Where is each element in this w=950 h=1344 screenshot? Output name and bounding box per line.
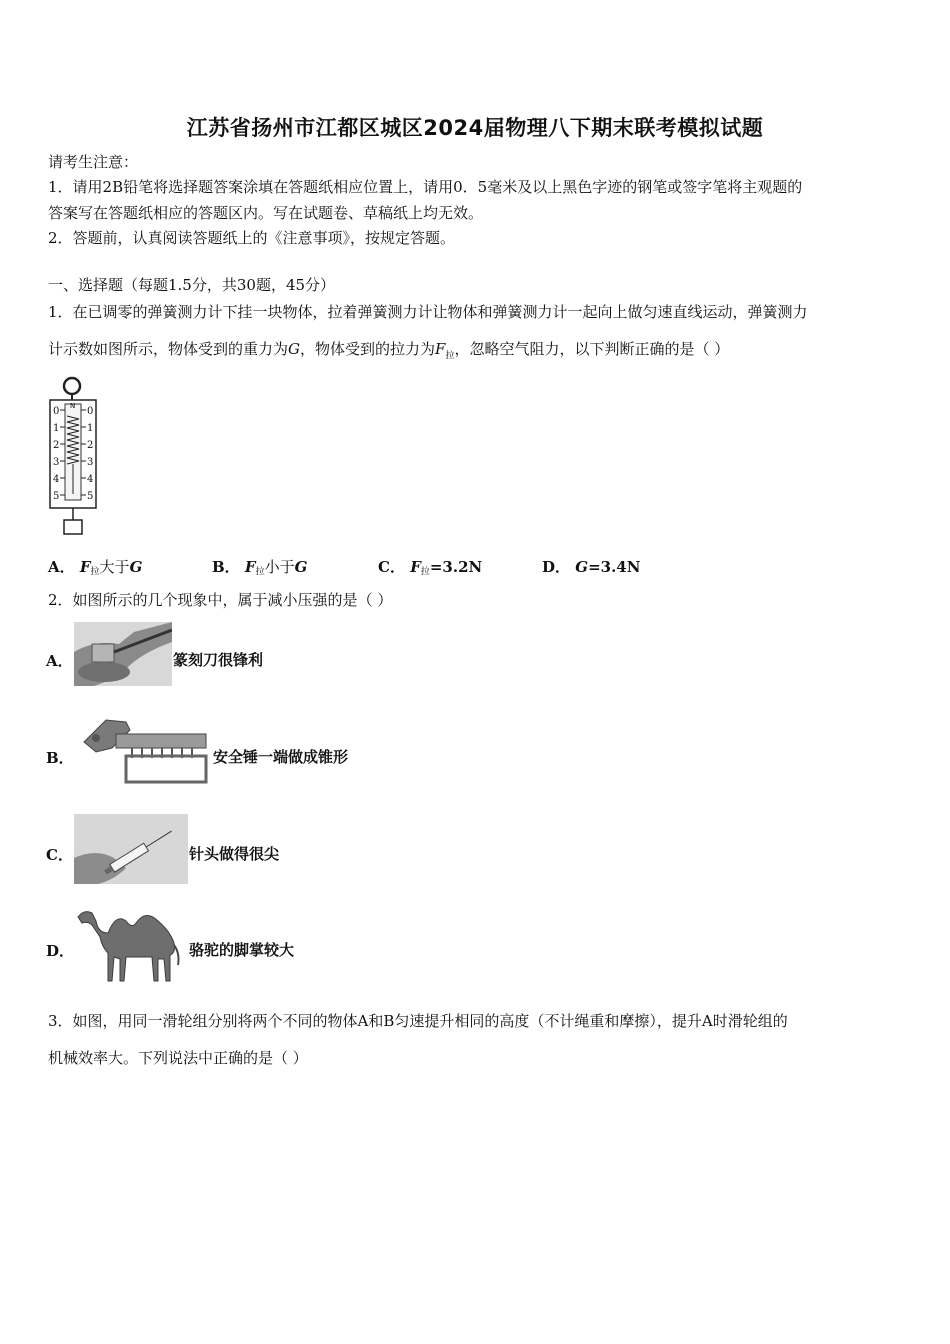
q1-option-b-text: 小于 [264,558,295,576]
q1-option-a-g: G [129,558,143,576]
scale-unit-n: N [70,402,76,410]
q1-option-c-sub: 拉 [420,567,430,577]
q1-option-a-text: 大于 [99,558,130,576]
q1-option-b-label: B． [212,558,240,576]
carving-knife-image [74,622,172,686]
scale-tick-left-5: 5 [53,491,60,502]
q2-option-d-label[interactable]: D． [46,942,75,960]
scale-tick-left-0: 0 [53,406,60,417]
syringe-image [74,814,188,884]
q1-option-d[interactable] [542,556,640,577]
q1-option-b-sub: 拉 [255,567,265,577]
q1-option-d-label: D． [542,558,571,576]
q1-line2-part-b: ，物体受到的拉力为 [300,340,436,358]
q2-option-a-label[interactable]: A． [46,652,73,670]
scale-tick-right-2: 2 [87,440,94,451]
q1-option-b-g: G [294,558,308,576]
q2-option-c-label[interactable]: C． [46,846,73,864]
q1-symbol-g: G [288,340,300,358]
q1-option-c-label: C． [378,558,405,576]
q1-stem-line-1: 1．在已调零的弹簧测力计下挂一块物体，拉着弹簧测力计让物体和弹簧测力计一起向上做匀速直线运动，弹簧测力 [48,303,808,321]
scale-tick-right-3: 3 [87,457,94,468]
q1-line2-part-c: ，忽略空气阻力，以下判断正确的是（ ） [454,340,730,358]
q1-option-c-text: =3.2N [429,558,483,576]
q1-option-a-label: A． [48,558,75,576]
q2-option-a-text: 篆刻刀很锋利 [173,651,264,669]
notice-heading: 请考生注意： [48,153,139,171]
scale-tick-left-2: 2 [53,440,60,451]
q1-option-a[interactable] [48,556,142,577]
q1-option-c[interactable] [378,556,482,577]
q3-stem-line-1: 3．如图，用同一滑轮组分别将两个不同的物体A和B匀速提升相同的高度（不计绳重和摩擦），提升A时滑轮组的 [48,1012,788,1030]
q2-option-d-text: 骆驼的脚掌较大 [189,941,295,959]
safety-hammer-image [76,712,212,792]
notice-item-2: 2．答题前，认真阅读答题纸上的《注意事项》，按规定答题。 [48,229,456,247]
q1-option-a-f: F [79,558,91,576]
q1-option-b-f: F [244,558,256,576]
q1-line2-part-a: 计示数如图所示，物体受到的重力为 [48,340,289,358]
q2-stem: 2．如图所示的几个现象中，属于减小压强的是（ ） [48,591,393,609]
scale-tick-right-5: 5 [87,491,94,502]
exam-title: 江苏省扬州市江都区城区2024届物理八下期末联考模拟试题 [186,116,764,140]
scale-tick-right-4: 4 [87,474,94,485]
q2-option-b-text: 安全锤一端做成锥形 [213,748,349,766]
notice-item-1-line-2: 答案写在答题纸相应的答题区内。写在试题卷、草稿纸上均无效。 [48,204,484,222]
scale-tick-left-4: 4 [53,474,60,485]
camel-image [74,903,188,985]
scale-tick-left-1: 1 [53,423,60,434]
q1-option-b[interactable] [212,556,307,577]
q1-option-d-g: G [575,558,589,576]
scale-tick-right-0: 0 [87,406,94,417]
q1-option-d-text: =3.4N [588,558,641,576]
q1-option-a-sub: 拉 [90,567,100,577]
section-heading: 一、选择题（每题1.5分，共30题，45分） [48,276,336,294]
scale-tick-left-3: 3 [53,457,60,468]
q1-symbol-f: F [435,340,446,358]
q1-stem-line-2 [48,339,729,366]
q2-option-b-label[interactable]: B． [46,749,74,767]
q3-stem-line-2: 机械效率大。下列说法中正确的是（ ） [48,1049,308,1067]
q2-option-c-text: 针头做得很尖 [189,845,280,863]
notice-item-1-line-1: 1．请用2B铅笔将选择题答案涂填在答题纸相应位置上，请用0．5毫米及以上黑色字迹的钢笔或签字笔将主观题的 [48,178,803,196]
spring-scale-figure [44,376,104,538]
q1-symbol-f-sub: 拉 [445,351,455,361]
q1-option-c-f: F [410,558,421,576]
scale-tick-right-1: 1 [87,423,94,434]
